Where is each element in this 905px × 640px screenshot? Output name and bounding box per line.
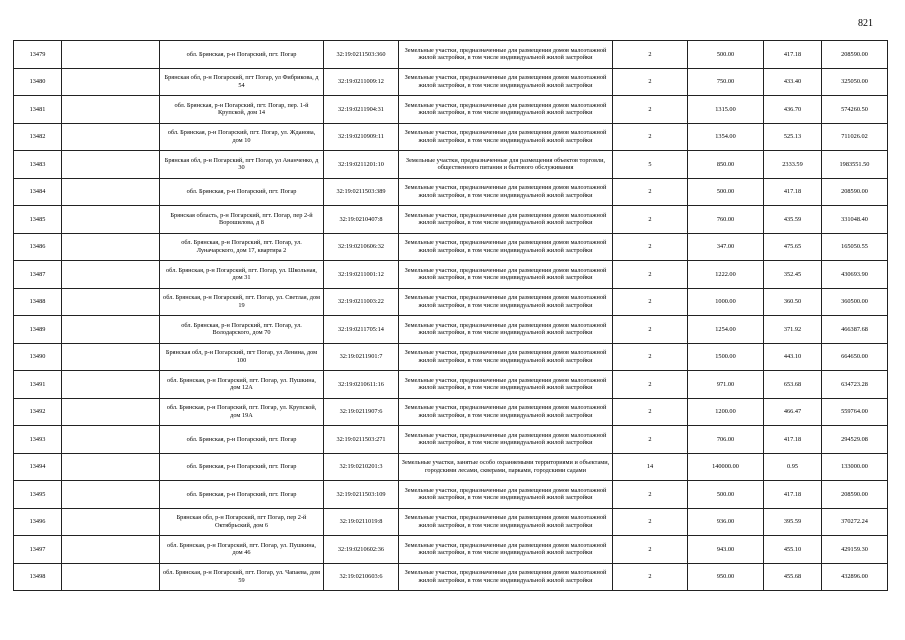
address-cell: обл. Брянская, р-н Погарский, пгт. Погар — [160, 453, 324, 481]
table-row — [14, 261, 888, 289]
address-cell: обл. Брянская, р-н Погарский, пгт. Погар, ул. Жданова, дом 10 — [160, 123, 324, 151]
use-group-cell: 2 — [613, 123, 688, 151]
land-use-cell: Земельные участки, занятые особо охраняемыми территориями и объектами, городскими лесами, скверами, парками, городскими садами — [399, 453, 613, 481]
address-cell: обл. Брянская, р-н Погарский, пгт. Погар, ул. Чапаева, дом 59 — [160, 563, 324, 591]
specific-value-cell: 525.13 — [764, 123, 822, 151]
empty-gap-cell — [62, 288, 160, 316]
cadastral-value-cell: 432896.00 — [822, 563, 888, 591]
empty-gap-cell — [62, 68, 160, 96]
use-group-cell: 2 — [613, 371, 688, 399]
record-number-cell: 13488 — [14, 288, 62, 316]
address-cell: обл. Брянская, р-н Погарский, пгт. Погар — [160, 178, 324, 206]
address-cell: обл. Брянская, р-н Погарский, пгт. Погар, пер. 1-й Крупской, дом 14 — [160, 96, 324, 124]
address-cell: обл. Брянская, р-н Погарский, пгт. Погар, ул. Светлая, дом 19 — [160, 288, 324, 316]
empty-gap-cell — [62, 536, 160, 564]
table-row — [14, 178, 888, 206]
empty-gap-cell — [62, 508, 160, 536]
land-use-cell: Земельные участки, предназначенные для размещения домов малоэтажной жилой застройки, в том числе индивидуальной жилой застройки — [399, 96, 613, 124]
empty-gap-cell — [62, 316, 160, 344]
use-group-cell: 2 — [613, 233, 688, 261]
use-group-cell: 2 — [613, 343, 688, 371]
area-cell: 750.00 — [688, 68, 764, 96]
table-row — [14, 68, 888, 96]
land-use-cell: Земельные участки, предназначенные для размещения домов малоэтажной жилой застройки, в том числе индивидуальной жилой застройки — [399, 563, 613, 591]
record-number-cell: 13485 — [14, 206, 62, 234]
table-row — [14, 508, 888, 536]
cadastral-number-cell: 32:19:0210909:11 — [324, 123, 399, 151]
specific-value-cell: 466.47 — [764, 398, 822, 426]
specific-value-cell: 2333.59 — [764, 151, 822, 179]
address-cell: обл. Брянская, р-н Погарский, пгт. Погар, ул. Пушкина, дом 46 — [160, 536, 324, 564]
use-group-cell: 14 — [613, 453, 688, 481]
record-number-cell: 13498 — [14, 563, 62, 591]
land-use-cell: Земельные участки, предназначенные для размещения домов малоэтажной жилой застройки, в том числе индивидуальной жилой застройки — [399, 508, 613, 536]
table-row — [14, 288, 888, 316]
area-cell: 500.00 — [688, 178, 764, 206]
specific-value-cell: 0.95 — [764, 453, 822, 481]
table-row — [14, 426, 888, 454]
record-number-cell: 13483 — [14, 151, 62, 179]
specific-value-cell: 417.18 — [764, 426, 822, 454]
empty-gap-cell — [62, 151, 160, 179]
address-cell: Брянская обл, р-н Погарский, пгт Погар, пер 2-й Октябрьский, дом 6 — [160, 508, 324, 536]
record-number-cell: 13487 — [14, 261, 62, 289]
empty-gap-cell — [62, 233, 160, 261]
cadastral-number-cell: 32:19:0211201:10 — [324, 151, 399, 179]
cadastral-number-cell: 32:19:0210201:3 — [324, 453, 399, 481]
cadastral-number-cell: 32:19:0211019:8 — [324, 508, 399, 536]
cadastral-value-cell: 559764.00 — [822, 398, 888, 426]
record-number-cell: 13484 — [14, 178, 62, 206]
cadastral-value-cell: 294529.08 — [822, 426, 888, 454]
use-group-cell: 2 — [613, 563, 688, 591]
cadastral-number-cell: 32:19:0211503:271 — [324, 426, 399, 454]
area-cell: 1315.00 — [688, 96, 764, 124]
table-row — [14, 371, 888, 399]
area-cell: 850.00 — [688, 151, 764, 179]
cadastral-value-cell: 133000.00 — [822, 453, 888, 481]
cadastral-number-cell: 32:19:0210611:16 — [324, 371, 399, 399]
land-use-cell: Земельные участки, предназначенные для размещения домов малоэтажной жилой застройки, в том числе индивидуальной жилой застройки — [399, 343, 613, 371]
area-cell: 1200.00 — [688, 398, 764, 426]
empty-gap-cell — [62, 178, 160, 206]
record-number-cell: 13495 — [14, 481, 62, 509]
empty-gap-cell — [62, 261, 160, 289]
land-use-cell: Земельные участки, предназначенные для размещения домов малоэтажной жилой застройки, в том числе индивидуальной жилой застройки — [399, 371, 613, 399]
table-row — [14, 453, 888, 481]
empty-gap-cell — [62, 96, 160, 124]
record-number-cell: 13482 — [14, 123, 62, 151]
specific-value-cell: 653.68 — [764, 371, 822, 399]
area-cell: 706.00 — [688, 426, 764, 454]
cadastral-number-cell: 32:19:0211503:360 — [324, 41, 399, 69]
empty-gap-cell — [62, 453, 160, 481]
cadastral-number-cell: 32:19:0211003:22 — [324, 288, 399, 316]
cadastral-number-cell: 32:19:0211904:31 — [324, 96, 399, 124]
empty-gap-cell — [62, 123, 160, 151]
use-group-cell: 2 — [613, 41, 688, 69]
record-number-cell: 13492 — [14, 398, 62, 426]
address-cell: Брянская область, р-н Погарский, пгт. Погар, пер 2-й Ворошилова, д 8 — [160, 206, 324, 234]
cadastral-value-cell: 430693.90 — [822, 261, 888, 289]
specific-value-cell: 417.18 — [764, 481, 822, 509]
address-cell: Брянская обл, р-н Погарский, пгт Погар, ул Фибрикова, д 54 — [160, 68, 324, 96]
area-cell: 1000.00 — [688, 288, 764, 316]
land-use-cell: Земельные участки, предназначенные для размещения домов малоэтажной жилой застройки, в том числе индивидуальной жилой застройки — [399, 288, 613, 316]
area-cell: 971.00 — [688, 371, 764, 399]
land-use-cell: Земельные участки, предназначенные для размещения домов малоэтажной жилой застройки, в том числе индивидуальной жилой застройки — [399, 481, 613, 509]
address-cell: обл. Брянская, р-н Погарский, пгт. Погар — [160, 481, 324, 509]
table-row — [14, 398, 888, 426]
empty-gap-cell — [62, 481, 160, 509]
specific-value-cell: 436.70 — [764, 96, 822, 124]
area-cell: 1500.00 — [688, 343, 764, 371]
table-row — [14, 96, 888, 124]
specific-value-cell: 371.92 — [764, 316, 822, 344]
cadastral-value-cell: 165050.55 — [822, 233, 888, 261]
specific-value-cell: 455.68 — [764, 563, 822, 591]
record-number-cell: 13493 — [14, 426, 62, 454]
area-cell: 943.00 — [688, 536, 764, 564]
area-cell: 500.00 — [688, 481, 764, 509]
cadastral-number-cell: 32:19:0211503:389 — [324, 178, 399, 206]
area-cell: 1254.00 — [688, 316, 764, 344]
table-row — [14, 343, 888, 371]
cadastral-value-cell: 634723.28 — [822, 371, 888, 399]
land-use-cell: Земельные участки, предназначенные для размещения домов малоэтажной жилой застройки, в том числе индивидуальной жилой застройки — [399, 398, 613, 426]
record-number-cell: 13480 — [14, 68, 62, 96]
empty-gap-cell — [62, 206, 160, 234]
record-number-cell: 13489 — [14, 316, 62, 344]
specific-value-cell: 360.50 — [764, 288, 822, 316]
use-group-cell: 2 — [613, 96, 688, 124]
table-row — [14, 481, 888, 509]
specific-value-cell: 435.59 — [764, 206, 822, 234]
cadastral-value-cell: 429159.30 — [822, 536, 888, 564]
table-row — [14, 206, 888, 234]
cadastral-value-cell: 466387.68 — [822, 316, 888, 344]
land-use-cell: Земельные участки, предназначенные для размещения объектов торговли, общественного питания и бытового обслуживания — [399, 151, 613, 179]
table-row — [14, 563, 888, 591]
specific-value-cell: 433.40 — [764, 68, 822, 96]
cadastral-value-cell: 664650.00 — [822, 343, 888, 371]
use-group-cell: 2 — [613, 288, 688, 316]
cadastral-value-cell: 325050.00 — [822, 68, 888, 96]
cadastral-value-cell: 208590.00 — [822, 178, 888, 206]
empty-gap-cell — [62, 371, 160, 399]
area-cell: 1354.00 — [688, 123, 764, 151]
table-row — [14, 123, 888, 151]
land-use-cell: Земельные участки, предназначенные для размещения домов малоэтажной жилой застройки, в том числе индивидуальной жилой застройки — [399, 68, 613, 96]
cadastral-value-cell: 574260.50 — [822, 96, 888, 124]
area-cell: 500.00 — [688, 41, 764, 69]
land-use-cell: Земельные участки, предназначенные для размещения домов малоэтажной жилой застройки, в том числе индивидуальной жилой застройки — [399, 536, 613, 564]
area-cell: 936.00 — [688, 508, 764, 536]
specific-value-cell: 417.18 — [764, 41, 822, 69]
land-use-cell: Земельные участки, предназначенные для размещения домов малоэтажной жилой застройки, в том числе индивидуальной жилой застройки — [399, 233, 613, 261]
record-number-cell: 13486 — [14, 233, 62, 261]
empty-gap-cell — [62, 563, 160, 591]
cadastral-number-cell: 32:19:0211503:109 — [324, 481, 399, 509]
land-use-cell: Земельные участки, предназначенные для размещения домов малоэтажной жилой застройки, в том числе индивидуальной жилой застройки — [399, 123, 613, 151]
cadastral-number-cell: 32:19:0211001:12 — [324, 261, 399, 289]
area-cell: 1222.00 — [688, 261, 764, 289]
area-cell: 140000.00 — [688, 453, 764, 481]
use-group-cell: 2 — [613, 426, 688, 454]
table-row — [14, 151, 888, 179]
cadastral-value-cell: 1983551.50 — [822, 151, 888, 179]
address-cell: обл. Брянская, р-н Погарский, пгт. Погар — [160, 426, 324, 454]
address-cell: обл. Брянская, р-н Погарский, пгт. Погар, ул. Пушкина, дом 12А — [160, 371, 324, 399]
cadastral-number-cell: 32:19:0210602:36 — [324, 536, 399, 564]
area-cell: 760.00 — [688, 206, 764, 234]
cadastral-number-cell: 32:19:0210603:6 — [324, 563, 399, 591]
use-group-cell: 2 — [613, 508, 688, 536]
use-group-cell: 2 — [613, 206, 688, 234]
use-group-cell: 2 — [613, 481, 688, 509]
cadastral-value-cell: 208590.00 — [822, 481, 888, 509]
empty-gap-cell — [62, 41, 160, 69]
record-number-cell: 13481 — [14, 96, 62, 124]
address-cell: Брянская обл, р-н Погарский, пгт Погар, ул Ананченко, д 30 — [160, 151, 324, 179]
address-cell: обл. Брянская, р-н Погарский, пгт. Погар, ул. Школьная, дом 31 — [160, 261, 324, 289]
land-registry-table — [13, 40, 888, 591]
page-number: 821 — [858, 18, 873, 29]
use-group-cell: 2 — [613, 398, 688, 426]
cadastral-value-cell: 370272.24 — [822, 508, 888, 536]
cadastral-number-cell: 32:19:0210606:32 — [324, 233, 399, 261]
use-group-cell: 5 — [613, 151, 688, 179]
empty-gap-cell — [62, 343, 160, 371]
cadastral-number-cell: 32:19:0211907:6 — [324, 398, 399, 426]
cadastral-value-cell: 360500.00 — [822, 288, 888, 316]
land-use-cell: Земельные участки, предназначенные для размещения домов малоэтажной жилой застройки, в том числе индивидуальной жилой застройки — [399, 261, 613, 289]
land-use-cell: Земельные участки, предназначенные для размещения домов малоэтажной жилой застройки, в том числе индивидуальной жилой застройки — [399, 316, 613, 344]
record-number-cell: 13494 — [14, 453, 62, 481]
address-cell: обл. Брянская, р-н Погарский, пгт. Погар — [160, 41, 324, 69]
specific-value-cell: 417.18 — [764, 178, 822, 206]
land-use-cell: Земельные участки, предназначенные для размещения домов малоэтажной жилой застройки, в том числе индивидуальной жилой застройки — [399, 206, 613, 234]
table-row — [14, 233, 888, 261]
use-group-cell: 2 — [613, 178, 688, 206]
record-number-cell: 13497 — [14, 536, 62, 564]
specific-value-cell: 352.45 — [764, 261, 822, 289]
specific-value-cell: 395.59 — [764, 508, 822, 536]
record-number-cell: 13479 — [14, 41, 62, 69]
address-cell: Брянская обл, р-н Погарский, пгт Погар, ул Ленина, дом 100 — [160, 343, 324, 371]
use-group-cell: 2 — [613, 316, 688, 344]
registry-body — [14, 41, 888, 591]
address-cell: обл. Брянская, р-н Погарский, пгт. Погар, ул. Володарского, дом 70 — [160, 316, 324, 344]
land-use-cell: Земельные участки, предназначенные для размещения домов малоэтажной жилой застройки, в том числе индивидуальной жилой застройки — [399, 41, 613, 69]
land-use-cell: Земельные участки, предназначенные для размещения домов малоэтажной жилой застройки, в том числе индивидуальной жилой застройки — [399, 178, 613, 206]
specific-value-cell: 475.65 — [764, 233, 822, 261]
cadastral-number-cell: 32:19:0211009:12 — [324, 68, 399, 96]
empty-gap-cell — [62, 398, 160, 426]
cadastral-value-cell: 331048.40 — [822, 206, 888, 234]
use-group-cell: 2 — [613, 68, 688, 96]
land-use-cell: Земельные участки, предназначенные для размещения домов малоэтажной жилой застройки, в том числе индивидуальной жилой застройки — [399, 426, 613, 454]
area-cell: 347.00 — [688, 233, 764, 261]
cadastral-number-cell: 32:19:0211901:7 — [324, 343, 399, 371]
record-number-cell: 13490 — [14, 343, 62, 371]
specific-value-cell: 443.10 — [764, 343, 822, 371]
specific-value-cell: 455.10 — [764, 536, 822, 564]
cadastral-value-cell: 208590.00 — [822, 41, 888, 69]
table-row — [14, 41, 888, 69]
address-cell: обл. Брянская, р-н Погарский, пгт. Погар, ул. Луначарского, дом 17, квартира 2 — [160, 233, 324, 261]
table-row — [14, 536, 888, 564]
address-cell: обл. Брянская, р-н Погарский, пгт. Погар, ул. Крупской, дом 19А — [160, 398, 324, 426]
record-number-cell: 13496 — [14, 508, 62, 536]
table-row — [14, 316, 888, 344]
use-group-cell: 2 — [613, 261, 688, 289]
cadastral-number-cell: 32:19:0210407:8 — [324, 206, 399, 234]
record-number-cell: 13491 — [14, 371, 62, 399]
cadastral-number-cell: 32:19:0211705:14 — [324, 316, 399, 344]
area-cell: 950.00 — [688, 563, 764, 591]
empty-gap-cell — [62, 426, 160, 454]
use-group-cell: 2 — [613, 536, 688, 564]
cadastral-value-cell: 711026.02 — [822, 123, 888, 151]
